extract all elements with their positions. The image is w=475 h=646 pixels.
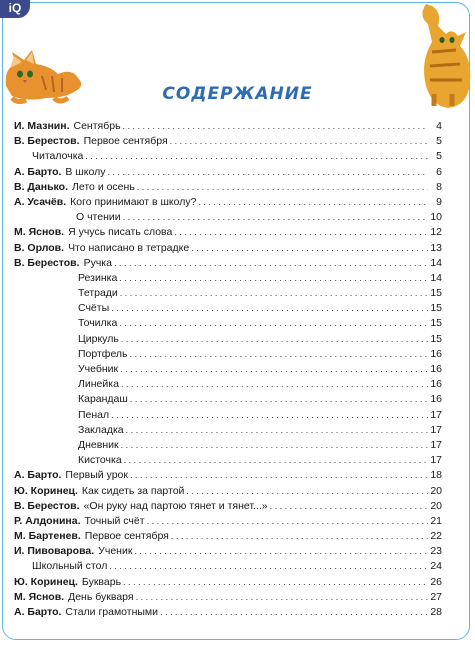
toc-entry	[14, 529, 442, 544]
toc-entry-page-number: 24	[430, 560, 442, 573]
toc-entry-page-number: 17	[430, 423, 442, 436]
toc-entry-page-number: 23	[430, 545, 442, 558]
toc-entry	[14, 499, 442, 514]
corner-badge: iQ	[0, 0, 30, 18]
toc-entry-page-number: 16	[430, 393, 442, 406]
toc-entry-title: Стали грамотными	[65, 606, 159, 618]
dot-leader	[121, 438, 428, 453]
toc-entry	[14, 453, 442, 468]
dot-leader	[85, 149, 428, 164]
dot-leader	[130, 347, 428, 362]
toc-entry	[14, 468, 442, 483]
toc-entry-title: Первое сентября	[84, 530, 169, 543]
dot-leader	[107, 165, 428, 180]
toc-entry-page-number: 16	[430, 363, 442, 375]
toc-entry	[14, 225, 442, 240]
toc-entry-author: В. Берестов.	[14, 499, 80, 512]
toc-entry	[14, 392, 442, 407]
dot-leader	[191, 241, 428, 256]
toc-entry-title: Циркуль	[78, 332, 119, 345]
dot-leader	[123, 119, 428, 134]
toc-entry-page-number: 27	[430, 590, 442, 603]
toc-entry-page-number: 15	[430, 302, 442, 315]
toc-entry	[14, 484, 442, 499]
toc-entry	[14, 256, 442, 271]
toc-entry-author: Р. Алдонина.	[14, 514, 81, 527]
toc-entry-page-number: 12	[430, 226, 442, 239]
toc-entry-title: Пенал	[78, 408, 110, 421]
toc-entry-page-number: 20	[430, 484, 442, 497]
toc-entry-title: Тетради	[78, 287, 118, 300]
toc-entry-title: Дневник	[78, 438, 119, 451]
toc-entry	[14, 241, 442, 256]
toc-entry-page-number: 4	[436, 120, 442, 132]
dot-leader	[120, 286, 428, 301]
page-title: СОДЕРЖАНИЕ	[162, 84, 313, 104]
toc-entry-author: А. Барто.	[14, 165, 62, 178]
dot-leader	[186, 484, 428, 499]
toc-entry	[14, 559, 442, 574]
dot-leader	[120, 362, 428, 377]
toc-entry-author: В. Берестов.	[14, 135, 80, 148]
toc-entry-page-number: 17	[430, 454, 442, 467]
toc-entry-title: Первый урок	[65, 469, 128, 482]
toc-entry-title: Учебник	[78, 363, 119, 375]
toc-entry-page-number: 6	[436, 165, 442, 178]
toc-entry-author: В. Данько.	[14, 180, 68, 193]
toc-entry	[14, 119, 442, 134]
toc-entry-title: Что написано в тетрадке	[68, 241, 190, 254]
toc-entry	[14, 149, 442, 164]
toc-entry	[14, 301, 442, 316]
toc-entry-title: Линейка	[78, 378, 119, 391]
toc-entry-title: Школьный стол	[32, 560, 108, 573]
dot-leader	[130, 392, 428, 407]
toc-entry	[14, 408, 442, 423]
toc-entry-page-number: 9	[436, 195, 442, 208]
toc-entry-page-number: 20	[430, 499, 442, 512]
dot-leader	[136, 590, 428, 605]
toc-entry	[14, 271, 442, 286]
toc-entry-page-number: 10	[430, 211, 442, 224]
dot-leader	[123, 575, 428, 590]
dot-leader	[270, 499, 428, 514]
toc-entry	[14, 165, 442, 180]
toc-entry-title: Точный счёт	[84, 514, 145, 527]
toc-entry-title: В школу	[65, 165, 106, 178]
toc-entry-title: Как сидеть за партой	[81, 484, 185, 497]
toc-entry	[14, 286, 442, 301]
toc-entry-title: Сентябрь	[73, 120, 121, 132]
toc-entry-title: Закладка	[78, 423, 124, 436]
dot-leader	[121, 377, 428, 392]
toc-entry-title: Первое сентября	[83, 135, 168, 148]
toc-entry-title: Карандаш	[78, 393, 128, 406]
dot-leader	[121, 332, 428, 347]
toc-entry-title: Кисточка	[78, 454, 122, 467]
toc-entry	[14, 195, 442, 210]
toc-entry	[14, 377, 442, 392]
toc-entry-page-number: 16	[430, 347, 442, 360]
dot-leader	[160, 605, 428, 620]
toc-entry-title: Ученик	[98, 545, 133, 558]
table-of-contents	[14, 119, 442, 620]
dot-leader	[119, 316, 428, 331]
toc-entry-author: А. Барто.	[14, 606, 62, 618]
dot-leader	[124, 453, 428, 468]
toc-entry-page-number: 5	[436, 135, 442, 148]
toc-entry-author: А. Усачёв.	[14, 195, 67, 208]
dot-leader	[111, 408, 428, 423]
dot-leader	[123, 210, 428, 225]
toc-entry-author: Ю. Коринец.	[14, 484, 78, 497]
toc-entry-author: И. Мазнин.	[14, 120, 70, 132]
dot-leader	[174, 225, 428, 240]
toc-entry	[14, 316, 442, 331]
toc-entry	[14, 180, 442, 195]
toc-entry-author: В. Орлов.	[14, 241, 65, 254]
toc-entry-author: Ю. Коринец.	[14, 575, 78, 588]
toc-entry-page-number: 14	[430, 271, 442, 284]
dot-leader	[137, 180, 428, 195]
dot-leader	[170, 134, 428, 149]
toc-entry-title: Кого принимают в школу?	[70, 195, 197, 208]
toc-entry-title: Резинка	[78, 271, 118, 284]
toc-entry-title: О чтении	[76, 211, 121, 224]
dot-leader	[126, 423, 428, 438]
toc-entry-title: День букваря	[68, 590, 134, 603]
toc-entry-page-number: 15	[430, 317, 442, 330]
toc-entry	[14, 423, 442, 438]
toc-entry-page-number: 15	[430, 287, 442, 300]
toc-entry-author: М. Яснов.	[14, 590, 65, 603]
toc-entry-title: Букварь	[81, 575, 122, 588]
toc-entry	[14, 362, 442, 377]
toc-entry-page-number: 18	[430, 469, 442, 482]
toc-entry-title: Читалочка	[32, 150, 84, 163]
toc-entry	[14, 134, 442, 149]
toc-entry	[14, 210, 442, 225]
toc-entry-author: А. Барто.	[14, 469, 62, 482]
toc-entry-page-number: 26	[430, 575, 442, 588]
toc-entry-title: Ручка	[83, 256, 112, 269]
toc-entry-page-number: 5	[436, 150, 442, 163]
toc-entry	[14, 605, 442, 620]
dot-leader	[198, 195, 428, 210]
dot-leader	[171, 529, 428, 544]
toc-entry	[14, 332, 442, 347]
toc-entry-page-number: 13	[430, 241, 442, 254]
dot-leader	[130, 468, 428, 483]
toc-entry-author: М. Яснов.	[14, 226, 65, 239]
toc-entry-page-number: 15	[430, 332, 442, 345]
toc-entry	[14, 590, 442, 605]
toc-entry	[14, 514, 442, 529]
dot-leader	[109, 559, 428, 574]
toc-entry-title: Лето и осень	[71, 180, 135, 193]
toc-entry-page-number: 17	[430, 438, 442, 451]
toc-entry-title: Счёты	[78, 302, 110, 315]
dot-leader	[111, 301, 428, 316]
toc-entry-page-number: 22	[430, 530, 442, 543]
toc-entry-page-number: 28	[430, 606, 442, 618]
toc-entry-title: Точилка	[78, 317, 118, 330]
toc-entry-page-number: 16	[430, 378, 442, 391]
toc-entry-title: Портфель	[78, 347, 128, 360]
dot-leader	[119, 271, 428, 286]
toc-entry	[14, 575, 442, 590]
toc-entry-page-number: 17	[430, 408, 442, 421]
dot-leader	[114, 256, 428, 271]
toc-entry-page-number: 8	[436, 180, 442, 193]
dot-leader	[134, 544, 428, 559]
toc-entry-page-number: 14	[430, 256, 442, 269]
toc-entry	[14, 544, 442, 559]
toc-entry	[14, 438, 442, 453]
toc-entry-page-number: 21	[430, 514, 442, 527]
toc-entry-author: И. Пивоварова.	[14, 545, 95, 558]
toc-entry	[14, 347, 442, 362]
toc-entry-title: «Он руку над партою тянет и тянет...»	[83, 499, 268, 512]
dot-leader	[147, 514, 428, 529]
toc-entry-author: В. Берестов.	[14, 256, 80, 269]
toc-entry-title: Я учусь писать слова	[68, 226, 173, 239]
toc-entry-author: М. Бартенев.	[14, 530, 81, 543]
